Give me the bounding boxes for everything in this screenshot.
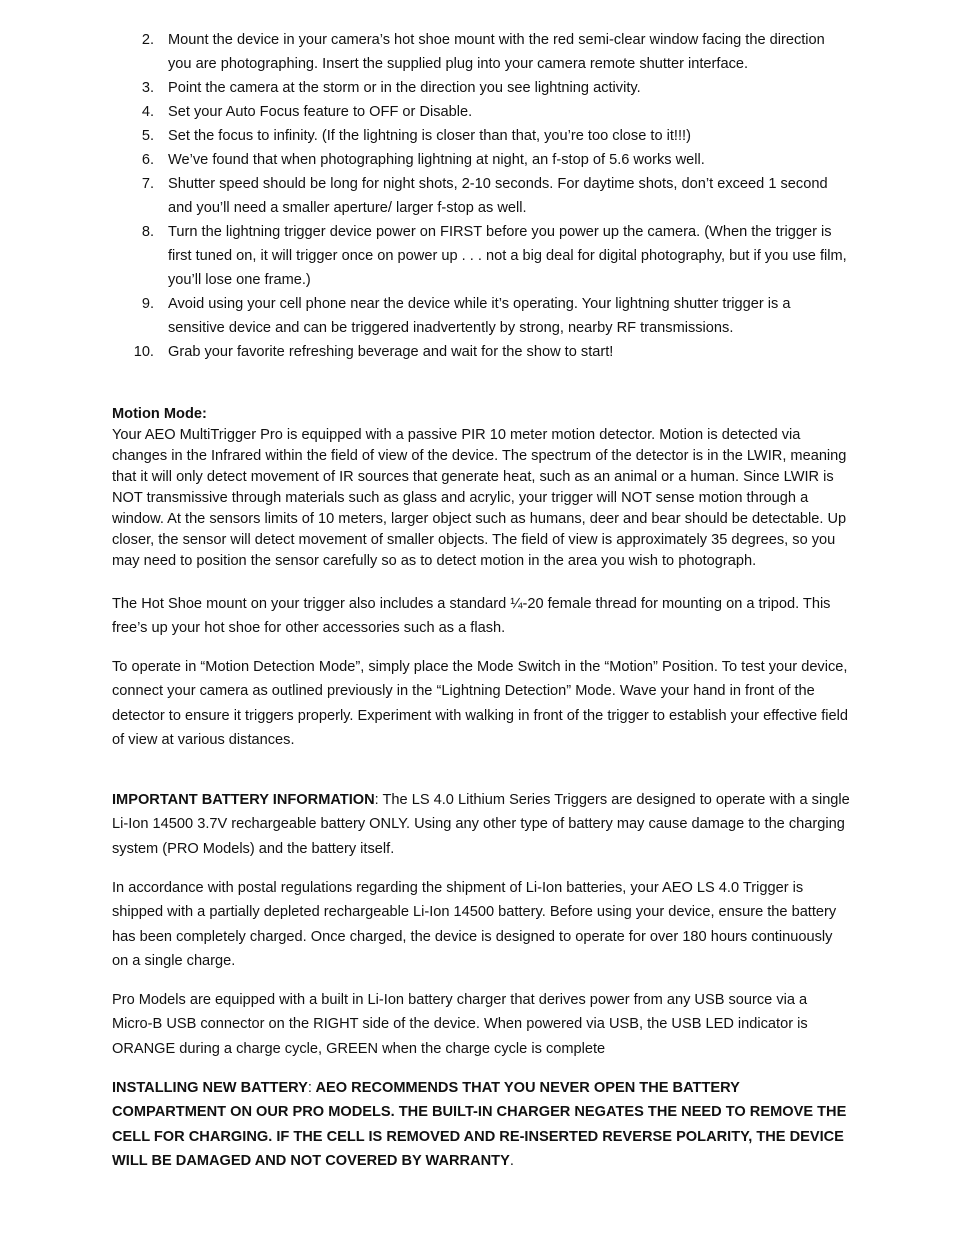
list-item xyxy=(112,100,850,124)
step-number: 3. xyxy=(141,80,154,96)
step-text: Point the camera at the storm or in the direction you see lightning activity. xyxy=(168,80,641,96)
hot-shoe-paragraph: The Hot Shoe mount on your trigger also includes a standard ¼-20 female thread for mounting on a tripod. This free’s up your hot shoe for other accessories such as a flash. xyxy=(112,596,831,637)
list-item xyxy=(112,220,850,292)
motion-mode-paragraph: Your AEO MultiTrigger Pro is equipped with a passive PIR 10 meter motion detector. Motion is detected via changes in the Infrared within the field of view of the device. The spectrum of the detector is in the LWIR, meaning that it will only detect movement of IR sources that generate heat, such as an animal or a human. Since LWIR is NOT transmissive through materials such as glass and acrylic, your trigger will NOT sense motion through a window. At the sensors limits of 10 meters, larger object such as humans, deer and bear should be detectable. Up closer, the sensor will detect movement of smaller objects. The field of view is approximately 35 degrees, so you may need to position the sensor carefully so as to detect motion in the area you wish to photograph. xyxy=(112,427,847,569)
battery-info-text: : The LS 4.0 Lithium Series Triggers are designed to operate with a single Li-Ion 14500 3.7V rechargeable battery ONLY. Using any other type of battery may cause damage to the charging system (PRO Models) and the battery itself. xyxy=(112,792,850,857)
step-text: Set the focus to infinity. (If the lightning is closer than that, you’re too close to it!!!) xyxy=(168,128,691,144)
list-item xyxy=(112,76,850,100)
motion-mode-heading: Motion Mode: xyxy=(112,406,207,422)
step-number: 10. xyxy=(133,344,154,360)
battery-info-heading: IMPORTANT BATTERY INFORMATION xyxy=(112,792,375,808)
list-item xyxy=(112,148,850,172)
step-text: Shutter speed should be long for night shots, 2-10 seconds. For daytime shots, don’t exceed 1 second and you’ll need a smaller aperture/ larger f-stop as well. xyxy=(168,176,828,216)
step-number: 6. xyxy=(141,152,154,168)
step-text: Mount the device in your camera’s hot shoe mount with the red semi-clear window facing the direction you are photographing. Insert the supplied plug into your camera remote shutter interface. xyxy=(168,32,825,72)
step-number: 2. xyxy=(141,32,154,48)
step-text: Grab your favorite refreshing beverage and wait for the show to start! xyxy=(168,344,614,360)
installing-battery-colon: : xyxy=(307,1080,312,1096)
installing-battery-warning: AEO RECOMMENDS THAT YOU NEVER OPEN THE BATTERY COMPARTMENT ON OUR PRO MODELS. THE BUILT-IN CHARGER NEGATES THE NEED TO REMOVE THE CELL FOR CHARGING. IF THE CELL IS REMOVED AND RE-INSERTED REVERSE POLARITY, THE DEVICE WILL BE DAMAGED AND NOT COVERED BY WARRANTY xyxy=(112,1080,847,1170)
step-number: 9. xyxy=(141,296,154,312)
step-number: 7. xyxy=(141,176,154,192)
list-item xyxy=(112,124,850,148)
instruction-steps-list xyxy=(112,28,850,364)
installing-battery-heading: INSTALLING NEW BATTERY xyxy=(112,1080,308,1096)
step-text: Turn the lightning trigger device power on FIRST before you power up the camera. (When the trigger is first tuned on, it will trigger once on power up . . . not a big deal for digital photography, but if you use film, you’ll lose one frame.) xyxy=(168,224,847,288)
step-number: 5. xyxy=(141,128,154,144)
step-number: 8. xyxy=(141,224,154,240)
list-item xyxy=(112,28,850,76)
step-text: We’ve found that when photographing lightning at night, an f-stop of 5.6 works well. xyxy=(168,152,705,168)
step-number: 4. xyxy=(141,104,154,120)
step-text: Avoid using your cell phone near the device while it’s operating. Your lightning shutter trigger is a sensitive device and can be triggered inadvertently by strong, nearby RF transmissions. xyxy=(168,296,791,336)
installing-battery-period: . xyxy=(509,1153,514,1170)
list-item xyxy=(112,172,850,220)
postal-regulations-paragraph: In accordance with postal regulations regarding the shipment of Li-Ion batteries, your AEO LS 4.0 Trigger is shipped with a partially depleted rechargeable Li-Ion 14500 battery. Before using your device, ensure the battery has been completely charged. Once charged, the device is designed to operate for over 180 hours continuously on a single charge. xyxy=(112,880,837,970)
charger-paragraph: Pro Models are equipped with a built in Li-Ion battery charger that derives power from any USB source via a Micro-B USB connector on the RIGHT side of the device. When powered via USB, the USB LED indicator is ORANGE during a charge cycle, GREEN when the charge cycle is complete xyxy=(112,992,808,1057)
motion-detection-paragraph: To operate in “Motion Detection Mode”, simply place the Mode Switch in the “Motion” Position. To test your device, connect your camera as outlined previously in the “Lightning Detection” Mode. Wave your hand in front of the detector to ensure it triggers properly. Experiment with walking in front of the trigger to establish your effective field of view at various distances. xyxy=(112,659,848,749)
installing-battery-paragraph xyxy=(112,1076,850,1174)
step-text: Set your Auto Focus feature to OFF or Disable. xyxy=(168,104,473,120)
list-item xyxy=(112,340,850,364)
list-item xyxy=(112,292,850,340)
battery-info-paragraph xyxy=(112,788,850,861)
